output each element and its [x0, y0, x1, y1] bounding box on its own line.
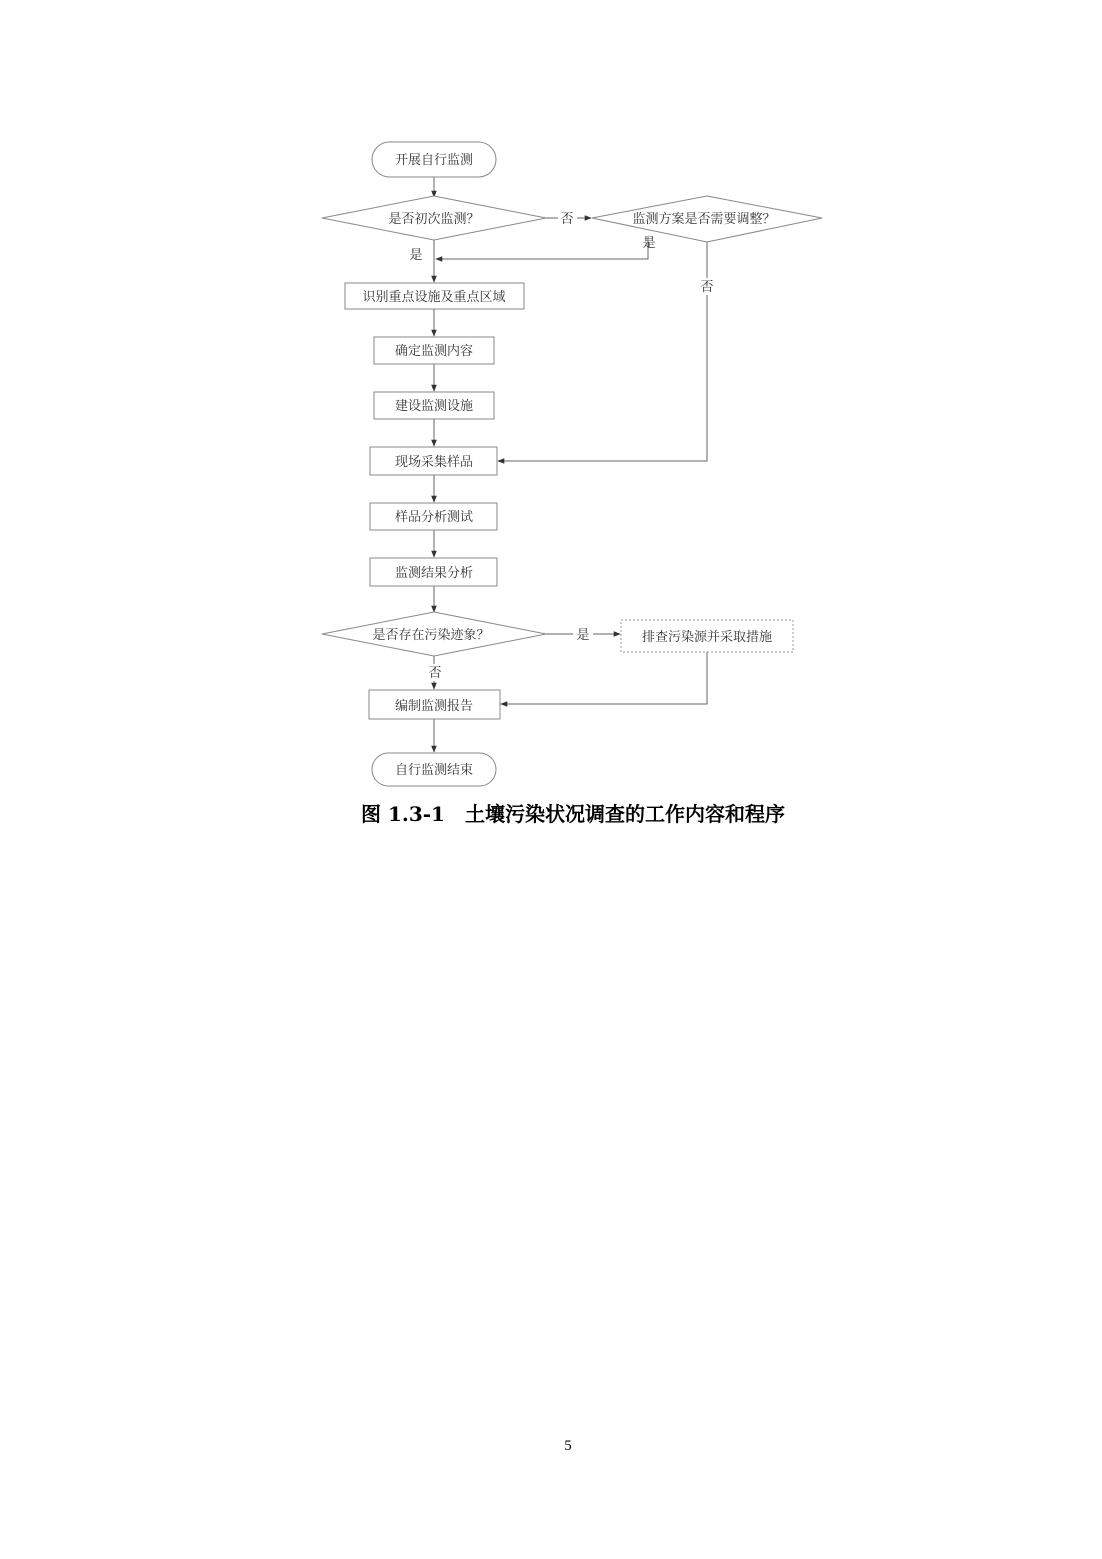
flow-step-analyze	[370, 503, 497, 530]
flow-step-build-label: 建设监测设施	[394, 399, 474, 414]
edge-label-q-first-no: 否	[560, 212, 574, 227]
arrow-measures-to-report	[501, 652, 707, 704]
flow-step-content-label: 确定监测内容	[394, 344, 474, 359]
flow-node-start	[372, 142, 496, 177]
flow-step-identify-label: 识别重点设施及重点区域	[362, 290, 506, 305]
flow-step-measures	[621, 620, 793, 652]
figure-caption: 图 1.3-1 土壤污染状况调查的工作内容和程序	[361, 802, 785, 826]
edge-labels	[409, 210, 716, 681]
flow-decision-pollution	[322, 612, 546, 656]
flow-step-content	[374, 337, 494, 364]
edge-label-q-adjust-no: 否	[700, 280, 714, 295]
flow-node-end-label: 自行监测结束	[394, 763, 474, 778]
edge-label-q-adjust-yes: 是	[642, 236, 656, 251]
flow-step-report-label: 编制监测报告	[394, 699, 474, 714]
flow-node-end	[372, 753, 496, 786]
flow-step-build	[374, 392, 494, 419]
page-number: 5	[564, 1438, 572, 1454]
flow-step-result	[370, 558, 497, 586]
flow-step-identify	[345, 283, 524, 309]
flow-step-measures-label: 排查污染源并采取措施	[641, 630, 773, 645]
flow-decision-adjust	[592, 196, 822, 242]
flow-node-start-label: 开展自行监测	[394, 153, 474, 168]
flow-decision-first-label: 是否初次监测？	[388, 212, 480, 227]
flow-decision-first	[322, 196, 546, 240]
edge-label-q-pollution-no: 否	[428, 666, 442, 681]
arrow-q-adjust-no	[498, 242, 707, 461]
flow-step-result-label: 监测结果分析	[394, 566, 474, 581]
flow-step-report	[369, 690, 500, 719]
arrow-q-adjust-yes	[436, 237, 648, 259]
flow-decision-adjust-label: 监测方案是否需要调整？	[632, 212, 776, 227]
edge-label-q-pollution-yes: 是	[576, 628, 590, 643]
flow-decision-pollution-label: 是否存在污染迹象？	[372, 628, 490, 643]
flow-step-analyze-label: 样品分析测试	[394, 510, 474, 525]
flow-step-sample	[370, 447, 497, 475]
edge-label-q-first-yes: 是	[409, 248, 423, 263]
flow-step-sample-label: 现场采集样品	[394, 455, 474, 470]
